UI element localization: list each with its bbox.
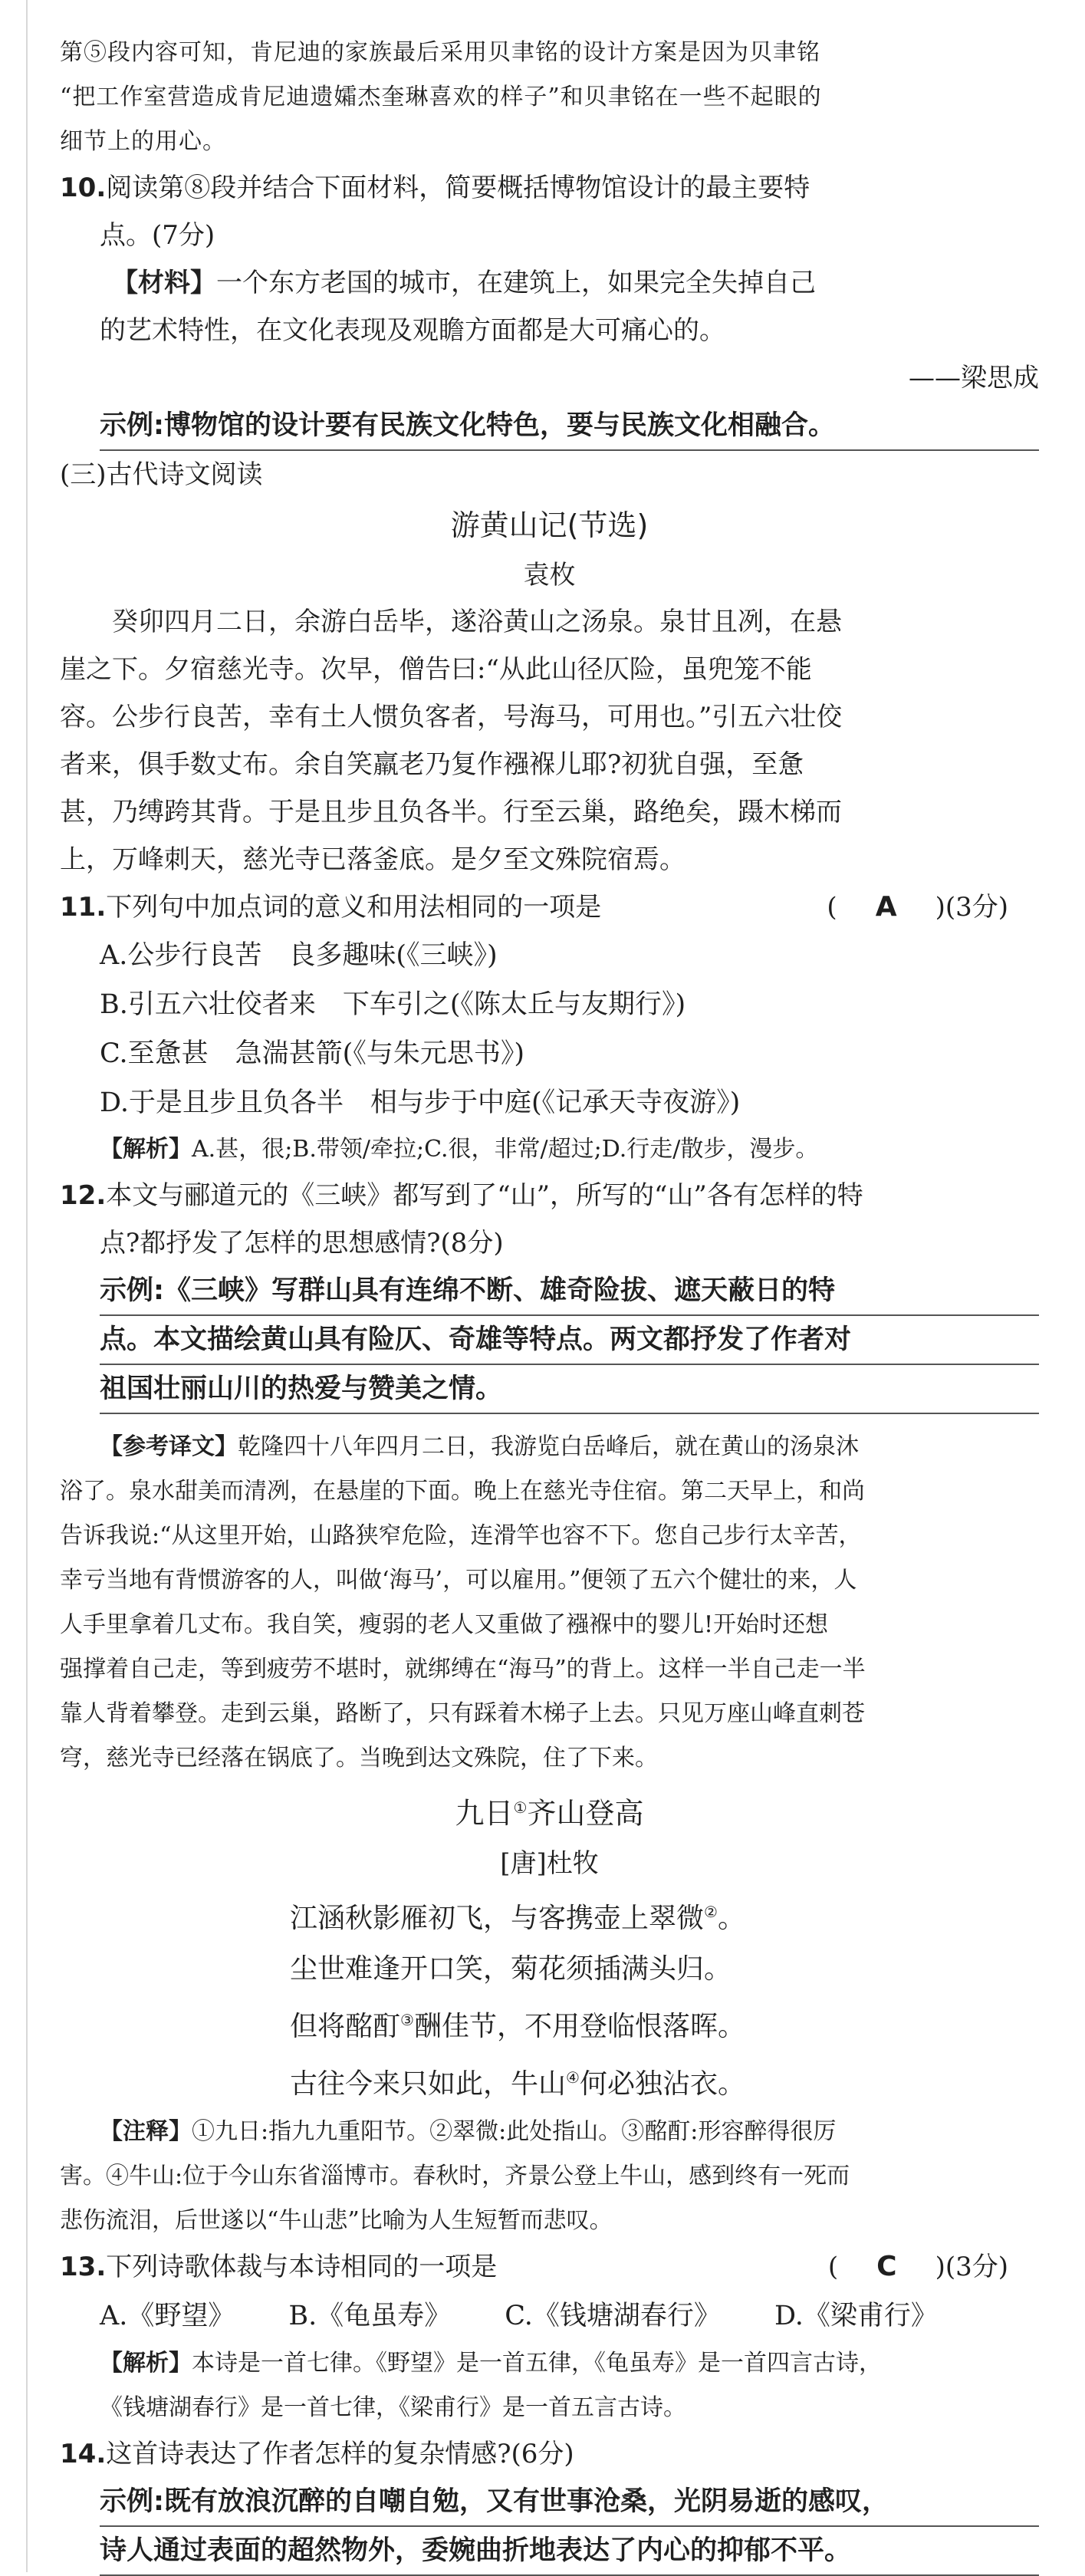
translation-line: 浴了。泉水甜美而清冽，在悬崖的下面。晚上在慈光寺住宿。第二天早上，和尚 xyxy=(60,1478,865,1505)
question-stem: 阅读第⑧段并结合下面材料，简要概括博物馆设计的最主要特 xyxy=(106,173,810,203)
analysis-tag: 【解析】 xyxy=(100,2349,192,2377)
poem-line: 尘世难逢开口笑，菊花须插满头归。 xyxy=(290,1953,732,1985)
option-b: B.引五六壮佼者来 下车引之(《陈太丘与友期行》) xyxy=(100,989,686,1020)
question-stem: 本文与郦道元的《三峡》都写到了“山”，所写的“山”各有怎样的特 xyxy=(106,1180,863,1211)
poem xyxy=(60,1781,1039,2243)
question-stem: 这首诗表达了作者怎样的复杂情感?(6分) xyxy=(106,2438,574,2469)
passage-line: 崖之下。夕宿慈光寺。次早，僧告曰:“从此山径仄险，虽兜笼不能 xyxy=(60,654,812,685)
footnote-mark: ① xyxy=(513,1798,528,1817)
analysis-tag: 【解析】 xyxy=(100,1136,192,1163)
translation-line: 告诉我说:“从这里开始，山路狭窄危险，连滑竿也容不下。您自己步行太辛苦， xyxy=(60,1522,862,1549)
prose-passage xyxy=(60,498,1039,883)
translation-line: 乾隆四十八年四月二日，我游览白岳峰后，就在黄山的汤泉沐 xyxy=(238,1433,859,1460)
top-line: 第⑤段内容可知，肯尼迪的家族最后采用贝聿铭的设计方案是因为贝聿铭 xyxy=(60,39,820,66)
passage-author: 袁枚 xyxy=(523,560,576,591)
analysis-text: 本诗是一首七律。《野望》是一首五律，《龟虽寿》是一首四言古诗， xyxy=(192,2349,882,2377)
translation-line: 幸亏当地有背惯游客的人，叫做‘海马’，可以雇用。”便领了五六个健壮的来，人 xyxy=(60,1567,857,1594)
question-11 xyxy=(60,883,1039,1172)
analysis-text: 《钱塘湖春行》是一首七律，《梁甫行》是一首五言古诗。 xyxy=(100,2393,686,2421)
answer-line: 示例:博物馆的设计要有民族文化特色，要与民族文化相融合。 xyxy=(100,402,1039,451)
paren: ( xyxy=(827,2251,839,2282)
translation-tag: 【参考译文】 xyxy=(100,1433,238,1460)
question-14 xyxy=(60,2430,1039,2576)
poem-title-text: 齐山登高 xyxy=(527,1796,644,1831)
note-line: 悲伤流泪，后世遂以“牛山悲”比喻为人生短暂而悲叹。 xyxy=(60,2206,613,2234)
question-12 xyxy=(60,1172,1039,1414)
question-13 xyxy=(60,2243,1039,2430)
answer-line: 祖国壮丽山川的热爱与赞美之情。 xyxy=(100,1365,1039,1414)
reference-translation xyxy=(60,1425,1039,1781)
answer-line: 示例:《三峡》写群山具有连绵不断、雄奇险拔、遮天蔽日的特 xyxy=(100,1267,1039,1316)
answer-line: 示例:既有放浪沉醉的自嘲自勉，又有世事沧桑，光阴易逝的感叹， xyxy=(100,2478,1039,2527)
option-d: D.《梁甫行》 xyxy=(774,2300,938,2331)
poem-title xyxy=(60,1781,1039,1841)
translation-line: 人手里拿着几丈布。我自笑，瘦弱的老人又重做了襁褓中的婴儿!开始时还想 xyxy=(60,1611,829,1638)
analysis-text: A.甚，很;B.带领/牵拉;C.很，非常/超过;D.行走/散步，漫步。 xyxy=(192,1136,819,1163)
option-a: A.公步行良苦 良多趣味(《三峡》) xyxy=(100,940,498,971)
left-margin-line xyxy=(26,0,28,2572)
paren: ( xyxy=(827,892,837,923)
poem-title-text: 九日 xyxy=(455,1796,514,1831)
top-line: “把工作室营造成肯尼迪遗孀杰奎琳喜欢的样子”和贝聿铭在一些不起眼的 xyxy=(60,84,822,110)
material-text: 的艺术特性，在文化表现及观瞻方面都是大可痛心的。 xyxy=(100,315,725,346)
footnote-mark: ④ xyxy=(566,2068,580,2087)
translation-line: 穹，慈光寺已经落在锅底了。当晚到达文殊院，住了下来。 xyxy=(60,1745,658,1772)
question-number: 14. xyxy=(60,2438,107,2469)
options-row xyxy=(60,2291,1039,2341)
option-b: B.《龟虽寿》 xyxy=(288,2300,452,2331)
option-c: C.《钱塘湖春行》 xyxy=(505,2300,721,2331)
note-line: 害。④牛山:位于今山东省淄博市。春秋时，齐景公登上牛山，感到终有一死而 xyxy=(60,2162,850,2189)
passage-line: 癸卯四月二日，余游白岳毕，遂浴黄山之汤泉。泉甘且冽，在悬 xyxy=(112,607,842,637)
question-number: 11. xyxy=(60,892,107,923)
poem-line: 江涵秋影雁初飞，与客携壶上翠微②。 xyxy=(290,1902,745,1934)
top-paragraph xyxy=(60,31,1039,164)
question-number: 12. xyxy=(60,1180,107,1211)
question-number: 10. xyxy=(60,173,107,203)
choice-answer: A xyxy=(875,891,897,923)
translation-line: 靠人背着攀登。走到云巢，路断了，只有踩着木梯子上去。只见万座山峰直刺苍 xyxy=(60,1700,865,1727)
passage-line: 甚，乃缚跨其背。于是且步且负各半。行至云巢，路绝矣，蹑木梯而 xyxy=(60,797,842,827)
question-stem-cont: 点。(7分) xyxy=(100,220,215,251)
passage-line: 容。公步行良苦，幸有土人惯负客者，号海马，可用也。”引五六壮佼 xyxy=(60,702,843,732)
poem-line: 但将酩酊③酬佳节，不用登临恨落晖。 xyxy=(290,2010,745,2042)
passage-title: 游黄山记(节选) xyxy=(450,508,649,542)
paren: ) xyxy=(935,892,945,923)
poem-line: 古往今来只如此，牛山④何必独沾衣。 xyxy=(290,2068,745,2100)
option-d: D.于是且步且负各半 相与步于中庭(《记承天寺夜游》) xyxy=(100,1087,741,1118)
answer-line: 诗人通过表面的超然物外，委婉曲折地表达了内心的抑郁不平。 xyxy=(100,2527,1039,2576)
paren: ) xyxy=(935,2251,945,2282)
option-a: A.《野望》 xyxy=(100,2300,235,2331)
option-c: C.至惫甚 急湍甚箭(《与朱元思书》) xyxy=(100,1038,524,1069)
section-heading: (三)古代诗文阅读 xyxy=(60,459,263,490)
answer-line: 点。本文描绘黄山具有险仄、奇雄等特点。两文都抒发了作者对 xyxy=(100,1316,1039,1365)
question-stem: 下列句中加点词的意义和用法相同的一项是 xyxy=(106,892,602,923)
passage-line: 者来，俱手数丈布。余自笑羸老乃复作襁褓儿耶?初犹自强，至惫 xyxy=(60,749,804,780)
score: (3分) xyxy=(945,2251,1008,2282)
notes-tag: 【注释】 xyxy=(100,2117,192,2145)
footnote-mark: ③ xyxy=(400,2010,414,2029)
material-tag: 【材料】 xyxy=(112,268,216,298)
question-stem: 下列诗歌体裁与本诗相同的一项是 xyxy=(106,2251,498,2282)
choice-answer: C xyxy=(876,2250,897,2282)
score: (3分) xyxy=(945,892,1008,923)
top-line: 细节上的用心。 xyxy=(60,128,226,155)
question-stem-cont: 点?都抒发了怎样的思想感情?(8分) xyxy=(100,1228,504,1258)
material-text: 一个东方老国的城市，在建筑上，如果完全失掉自己 xyxy=(216,268,816,298)
material-source: ——梁思成 xyxy=(909,363,1039,393)
footnote-mark: ② xyxy=(704,1902,718,1921)
passage-line: 上，万峰刺天，慈光寺已落釜底。是夕至文殊院宿焉。 xyxy=(60,844,686,875)
poem-author: [唐]杜牧 xyxy=(500,1847,599,1879)
question-number: 13. xyxy=(60,2251,107,2282)
note-line: ①九日:指九九重阳节。②翠微:此处指山。③酩酊:形容醉得很厉 xyxy=(192,2117,837,2145)
translation-line: 强撑着自己走，等到疲劳不堪时，就绑缚在“海马”的背上。这样一半自己走一半 xyxy=(60,1656,866,1683)
question-10 xyxy=(60,164,1039,451)
